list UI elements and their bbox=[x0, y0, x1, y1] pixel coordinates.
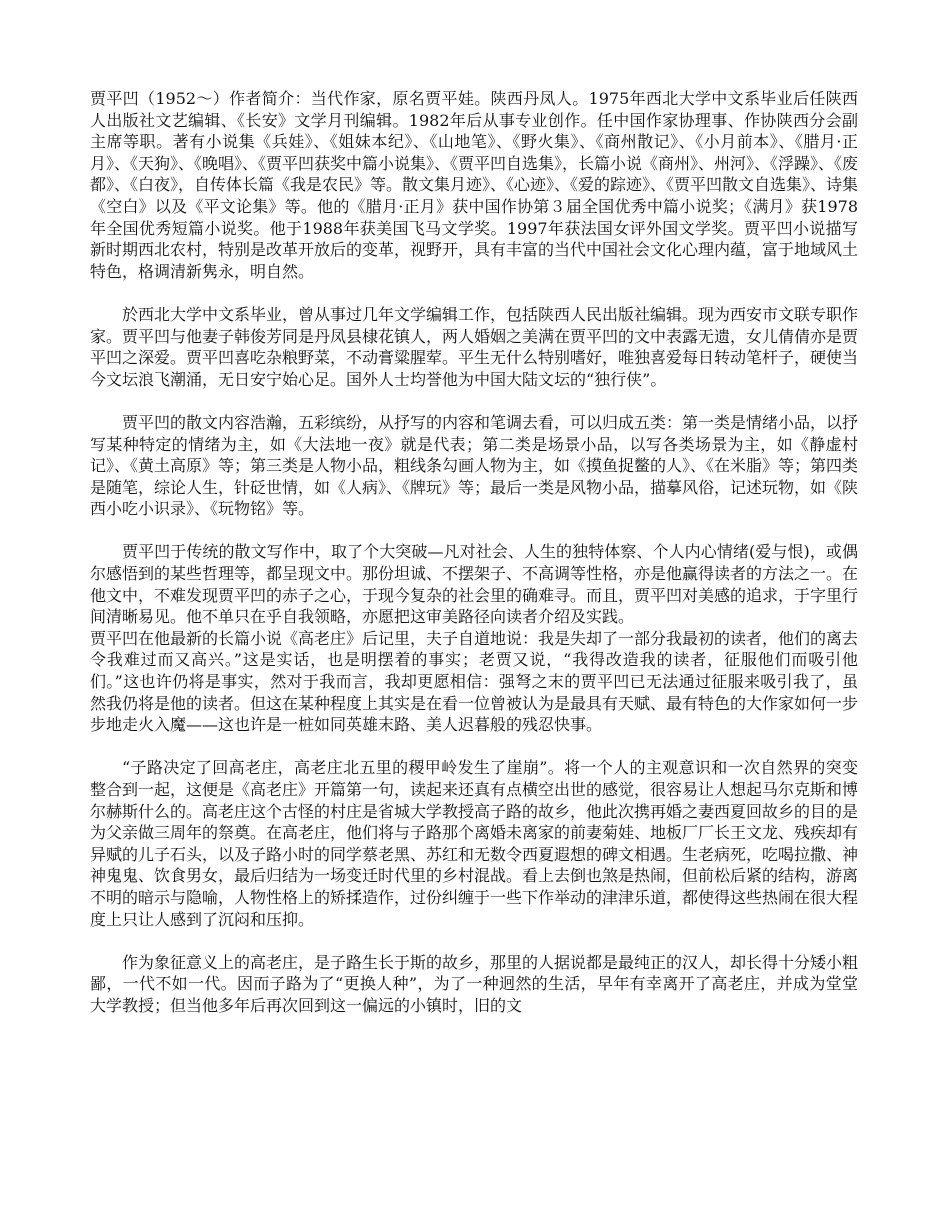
author-life-paragraph: 於西北大学中文系毕业，曾从事过几年文学编辑工作，包括陕西人民出版社编辑。现为西安市文联专职作家。贾平凹与他妻子韩俊芳同是丹凤县棣花镇人，两人婚姻之美满在贾平凹的文中表露无遗，女儿倩倩亦是贾平凹之深爱。贾平凹喜吃杂粮野菜，不动膏粱腥荤。平生无什么特别嗜好，唯独喜爱每日转动笔杆子，硬使当今文坛浪飞潮涌，无日安宁始心足。国外人士均誉他为中国大陆文坛的“独行侠”。 bbox=[90, 304, 859, 389]
gaolaozhuang-opening-paragraph: “子路决定了回高老庄，高老庄北五里的稷甲岭发生了崖崩”。将一个人的主观意识和一次自然界的突变整合到一起，这便是《高老庄》开篇第一句，读起来还真有点横空出世的感觉，很容易让人想起马尔克斯和博尔赫斯什么的。高老庄这个古怪的村庄是省城大学教授高子路的故乡，他此次携再婚之妻西夏回故乡的目的是为父亲做三周年的祭奠。在高老庄，他们将与子路那个离婚未离家的前妻菊娃、地板厂厂长王文龙、残疾却有异赋的儿子石头，以及子路小时的同学蔡老黑、苏红和无数令西夏遐想的碑文相遇。生老病死，吃喝拉撒、神神鬼鬼、饮食男女，最后归结为一场变迁时代里的乡村混战。看上去倒也煞是热闹，但前松后紧的结构，游离不明的暗示与隐喻，人物性格上的矫揉造作，过份纠缠于一些下作举动的津津乐道，都使得这些热闹在很大程度上只让人感到了沉闷和压抑。 bbox=[90, 758, 859, 929]
prose-style-paragraph: 贾平凹于传统的散文写作中，取了个大突破—凡对社会、人生的独特体察、个人内心情绪(爱与恨)，或偶尔感悟到的某些哲理等，都呈现文中。那份坦诚、不摆架子、不高调等性格，亦是他赢得读者的方法之一。在他文中，不难发现贾平凹的赤子之心，于现今复杂的社会里的确难寻。而且，贾平凹对美感的追求，于字里行间清晰易见。他不单只在乎自我领略，亦愿把这审美路径向读者介绍及实践。 bbox=[90, 542, 859, 627]
gaolaozhuang-afterword-paragraph: 贾平凹在他最新的长篇小说《高老庄》后记里，夫子自道地说：我是失却了一部分我最初的读者，他们的离去令我难过而又高兴。”这是实话，也是明摆着的事实；老贾又说，“我得改造我的读者，征服他们而吸引他们。”这也许仍将是事实，然对于我而言，我却更愿相信：强弩之末的贾平凹已无法通过征服来吸引我了，虽然我仍将是他的读者。但这在某种程度上其实是在看一位曾被认为是最具有天赋、最有特色的大作家如何一步步地走火入魔——这也许是一桩如同英雄末路、美人迟暮般的残忍快事。 bbox=[90, 628, 859, 735]
gaolaozhuang-symbolism-paragraph: 作为象征意义上的高老庄，是子路生长于斯的故乡，那里的人据说都是最纯正的汉人，却长得十分矮小粗鄙，一代不如一代。因而子路为了“更换人种”，为了一种迥然的生活，早年有幸离开了高老庄，并成为堂堂大学教授；但当他多年后再次回到这一偏远的小镇时，旧的文 bbox=[90, 952, 859, 1015]
prose-categories-paragraph: 贾平凹的散文内容浩瀚，五彩缤纷，从抒写的内容和笔调去看，可以归成五类：第一类是情绪小品，以抒写某种特定的情绪为主，如《大法地一夜》就是代表；第二类是场景小品，以写各类场景为主，如《静虚村记》、《黄土高原》等；第三类是人物小品，粗线条勾画人物为主，如《摸鱼捉鳖的人》、《在米脂》等；第四类是随笔，综论人生，针砭世情，如《人病》、《牌玩》等；最后一类是风物小品，描摹风俗，记述玩物，如《陕西小吃小识录》、《玩物铭》等。 bbox=[90, 412, 859, 519]
author-bio-paragraph: 贾平凹（1952～）作者简介：当代作家，原名贾平娃。陕西丹凤人。1975年西北大学中文系毕业后任陕西人出版社文艺编辑、《长安》文学月刊编辑。1982年后从事专业创作。任中国作家协理事、作协陕西分会副主席等职。著有小说集《兵娃》、《姐妹本纪》、《山地笔》、《野火集》、《商州散记》、《小月前本》、《腊月·正月》、《天狗》、《晚唱》、《贾平凹获奖中篇小说集》、《贾平凹自选集》，长篇小说《商州》、州河》、《浮躁》、《废都》、《白夜》，自传体长篇《我是农民》等。散文集月迹》、《心迹》、《爱的踪迹》、《贾平凹散文自选集》、诗集《空白》以及《平文论集》等。他的《腊月·正月》获中国作协第３届全国优秀中篇小说奖；《满月》获1978年全国优秀短篇小说奖。他于1988年获美国飞马文学奖。1997年获法国女评外国文学奖。贾平凹小说描写新时期西北农村，特别是改革开放后的变革，视野开，具有丰富的当代中国社会文化心理内蕴，富于地域风土特色，格调清新隽永，明自然。 bbox=[90, 89, 859, 281]
document-page bbox=[90, 88, 858, 1017]
